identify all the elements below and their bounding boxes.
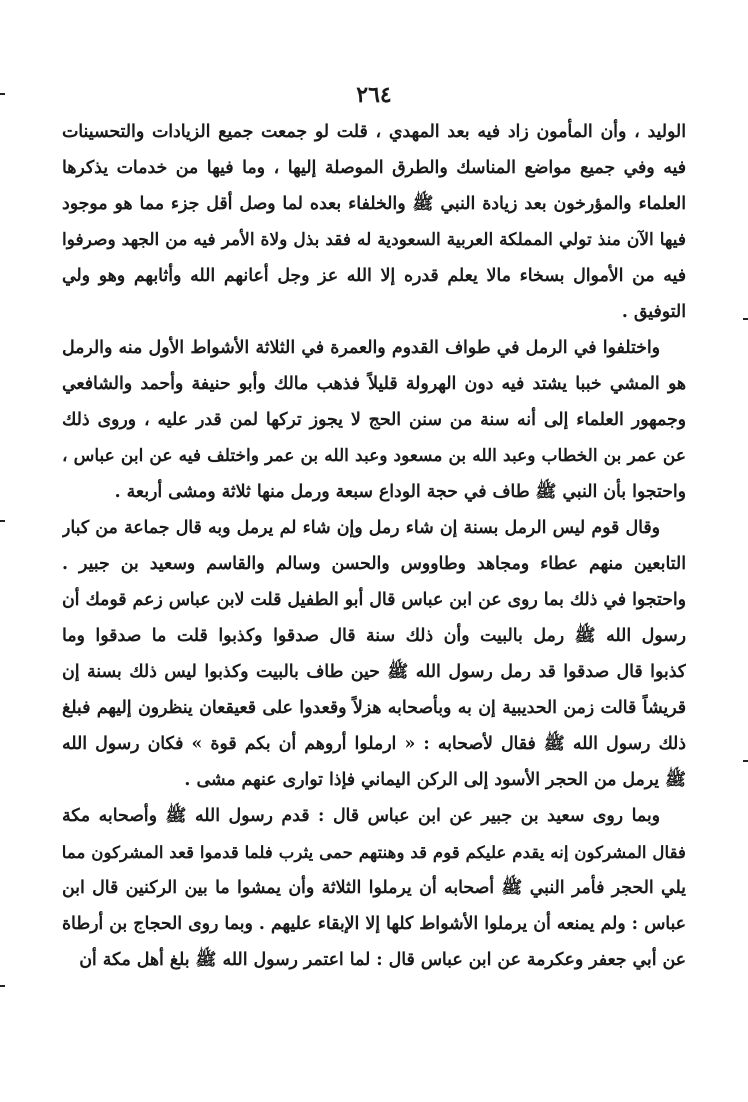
paragraph [62, 114, 686, 330]
body-text [62, 114, 686, 978]
text-line: يلي الحجر فأمر النبي ﷺ أصحابه أن يرملوا الثلاثة وأن يمشوا ما بين الركنين قال ابن [62, 878, 686, 898]
paragraph [62, 798, 686, 978]
scan-margin-mark [0, 985, 5, 987]
text-line: فيها الآن منذ تولي المملكة العربية السعودية له فقد بذل ولاة الأمر فيه من الجهد وصرفوا [62, 230, 686, 250]
text-line: كذبوا قال صدقوا قد رمل رسول الله ﷺ حين طاف بالبيت وكذبوا ليس ذلك بسنة إن [62, 662, 686, 682]
text-line: ذلك رسول الله ﷺ فقال لأصحابه : « ارملوا أروهم أن بكم قوة » فكان رسول الله [62, 734, 686, 754]
text-line: فقال المشركون إنه يقدم عليكم قوم قد وهنتهم حمى يثرب فلما قدموا قعد المشركون مما [62, 842, 686, 862]
scan-margin-mark [0, 520, 5, 522]
text-line: التابعين منهم عطاء ومجاهد وطاووس والحسن وسالم والقاسم وسعيد بن جبير . [62, 554, 686, 574]
text-line: وقال قوم ليس الرمل بسنة إن شاء رمل وإن شاء لم يرمل وبه قال جماعة من كبار [62, 518, 660, 538]
text-line: وبما روى سعيد بن جبير عن ابن عباس قال : قدم رسول الله ﷺ وأصحابه مكة [62, 806, 660, 826]
text-line: فيه من الأموال بسخاء مالا يعلم قدره إلا الله عز وجل أعانهم الله وأثابهم وهو ولي [62, 266, 686, 286]
paragraph [62, 330, 686, 510]
scan-margin-mark [743, 760, 748, 762]
text-line: واحتجوا بأن النبي ﷺ طاف في حجة الوداع سبعة ورمل منها ثلاثة ومشى أربعة . [114, 482, 686, 502]
text-line: عن أبي جعفر وعكرمة عن ابن عباس قال : لما اعتمر رسول الله ﷺ بلغ أهل مكة أن [79, 950, 686, 970]
text-line: ﷺ يرمل من الحجر الأسود إلى الركن اليماني فإذا توارى عنهم مشى . [184, 770, 686, 790]
text-line: عن عمر بن الخطاب وعبد الله بن مسعود وعبد الله بن عمر واختلف فيه عن ابن عباس ، [62, 446, 686, 466]
text-line: العلماء والمؤرخون بعد زيادة النبي ﷺ والخلفاء بعده لما وصل أقل جزء مما هو موجود [62, 194, 686, 214]
text-line: واحتجوا في ذلك بما روى عن ابن عباس قال أبو الطفيل قلت لابن عباس زعم قومك أن [62, 590, 686, 610]
text-line: وجمهور العلماء إلى أنه سنة من سنن الحج لا يجوز تركها لمن قدر عليه ، وروى ذلك [62, 410, 686, 430]
text-line: رسول الله ﷺ رمل بالبيت وأن ذلك سنة قال صدقوا وكذبوا قلت ما صدقوا وما [62, 626, 686, 646]
text-line: عباس : ولم يمنعه أن يرملوا الأشواط كلها إلا الإبقاء عليهم . وبما روى الحجاج بن أرطاة [62, 914, 686, 934]
text-line: واختلفوا في الرمل في طواف القدوم والعمرة في الثلاثة الأشواط الأول منه والرمل [62, 338, 660, 358]
text-line: فيه وفي جميع مواضع المناسك والطرق الموصلة إليها ، وما فيها من خدمات يذكرها [62, 158, 686, 178]
paragraph [62, 510, 686, 798]
text-line: قريشاً قالت زمن الحديبية إن به وبأصحابه هزلاً وقعدوا على قعيقعان ينظرون إليهم فبلغ [62, 698, 686, 718]
text-line: هو المشي خببا يشتد فيه دون الهرولة قليلاً فذهب مالك وأبو حنيفة وأحمد والشافعي [62, 374, 686, 394]
text-line: الوليد ، وأن المأمون زاد فيه بعد المهدي ، قلت لو جمعت جميع الزيادات والتحسينات [62, 122, 686, 142]
scan-margin-mark [743, 318, 748, 320]
text-line: التوفيق . [621, 302, 686, 322]
page-number: ٢٦٤ [356, 82, 392, 108]
